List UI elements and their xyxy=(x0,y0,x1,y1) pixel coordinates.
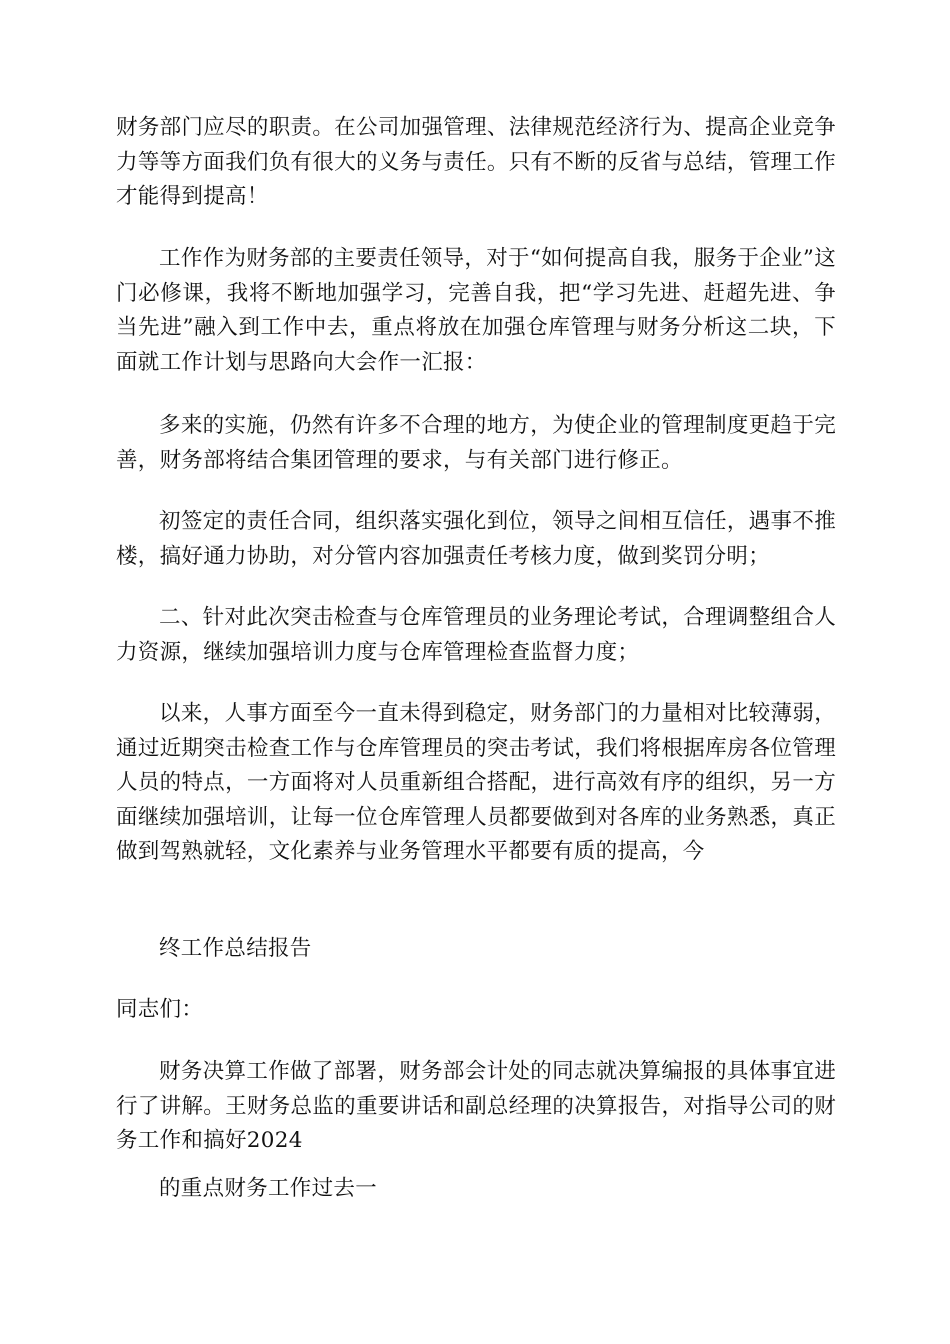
paragraph-8: 的重点财务工作过去一 xyxy=(159,1176,378,1201)
paragraph-1: 财务部门应尽的职责。在公司加强管理、法律规范经济行为、提高企业竞争力等等方面我们负有很大的义务与责任。只有不断的反省与总结，管理工作才能得到提高！ xyxy=(116,115,836,209)
paragraph-2: 工作作为财务部的主要责任领导，对于“如何提高自我，服务于企业”这门必修课，我将不断地加强学习，完善自我，把“学习先进、赶超先进、争当先进”融入到工作中去，重点将放在加强仓库管理与财务分析这二块，下面就工作计划与思路向大会作一汇报： xyxy=(116,246,836,375)
section-title: 终工作总结报告 xyxy=(159,936,312,961)
paragraph-3: 多来的实施，仍然有许多不合理的地方，为使企业的管理制度更趋于完善，财务部将结合集团管理的要求，与有关部门进行修正。 xyxy=(116,413,836,473)
paragraph-7: 财务决算工作做了部署，财务部会计处的同志就决算编报的具体事宜进行了讲解。王财务总监的重要讲话和副总经理的决算报告，对指导公司的财务工作和搞好2024 xyxy=(116,1059,836,1153)
paragraph-6: 以来，人事方面至今一直未得到稳定，财务部门的力量相对比较薄弱，通过近期突击检查工作与仓库管理员的突击考试，我们将根据库房各位管理人员的特点，一方面将对人员重新组合搭配，进行高效有序的组织，另一方面继续加强培训，让每一位仓库管理人员都要做到对各库的业务熟悉，真正做到驾熟就轻，文化素养与业务管理水平都要有质的提高，今 xyxy=(116,701,836,864)
paragraph-5: 二、针对此次突击检查与仓库管理员的业务理论考试，合理调整组合人力资源，继续加强培训力度与仓库管理检查监督力度； xyxy=(116,605,836,665)
salutation: 同志们： xyxy=(116,997,204,1022)
paragraph-4: 初签定的责任合同，组织落实强化到位，领导之间相互信任，遇事不推楼，搞好通力协助，对分管内容加强责任考核力度，做到奖罚分明； xyxy=(116,509,836,569)
